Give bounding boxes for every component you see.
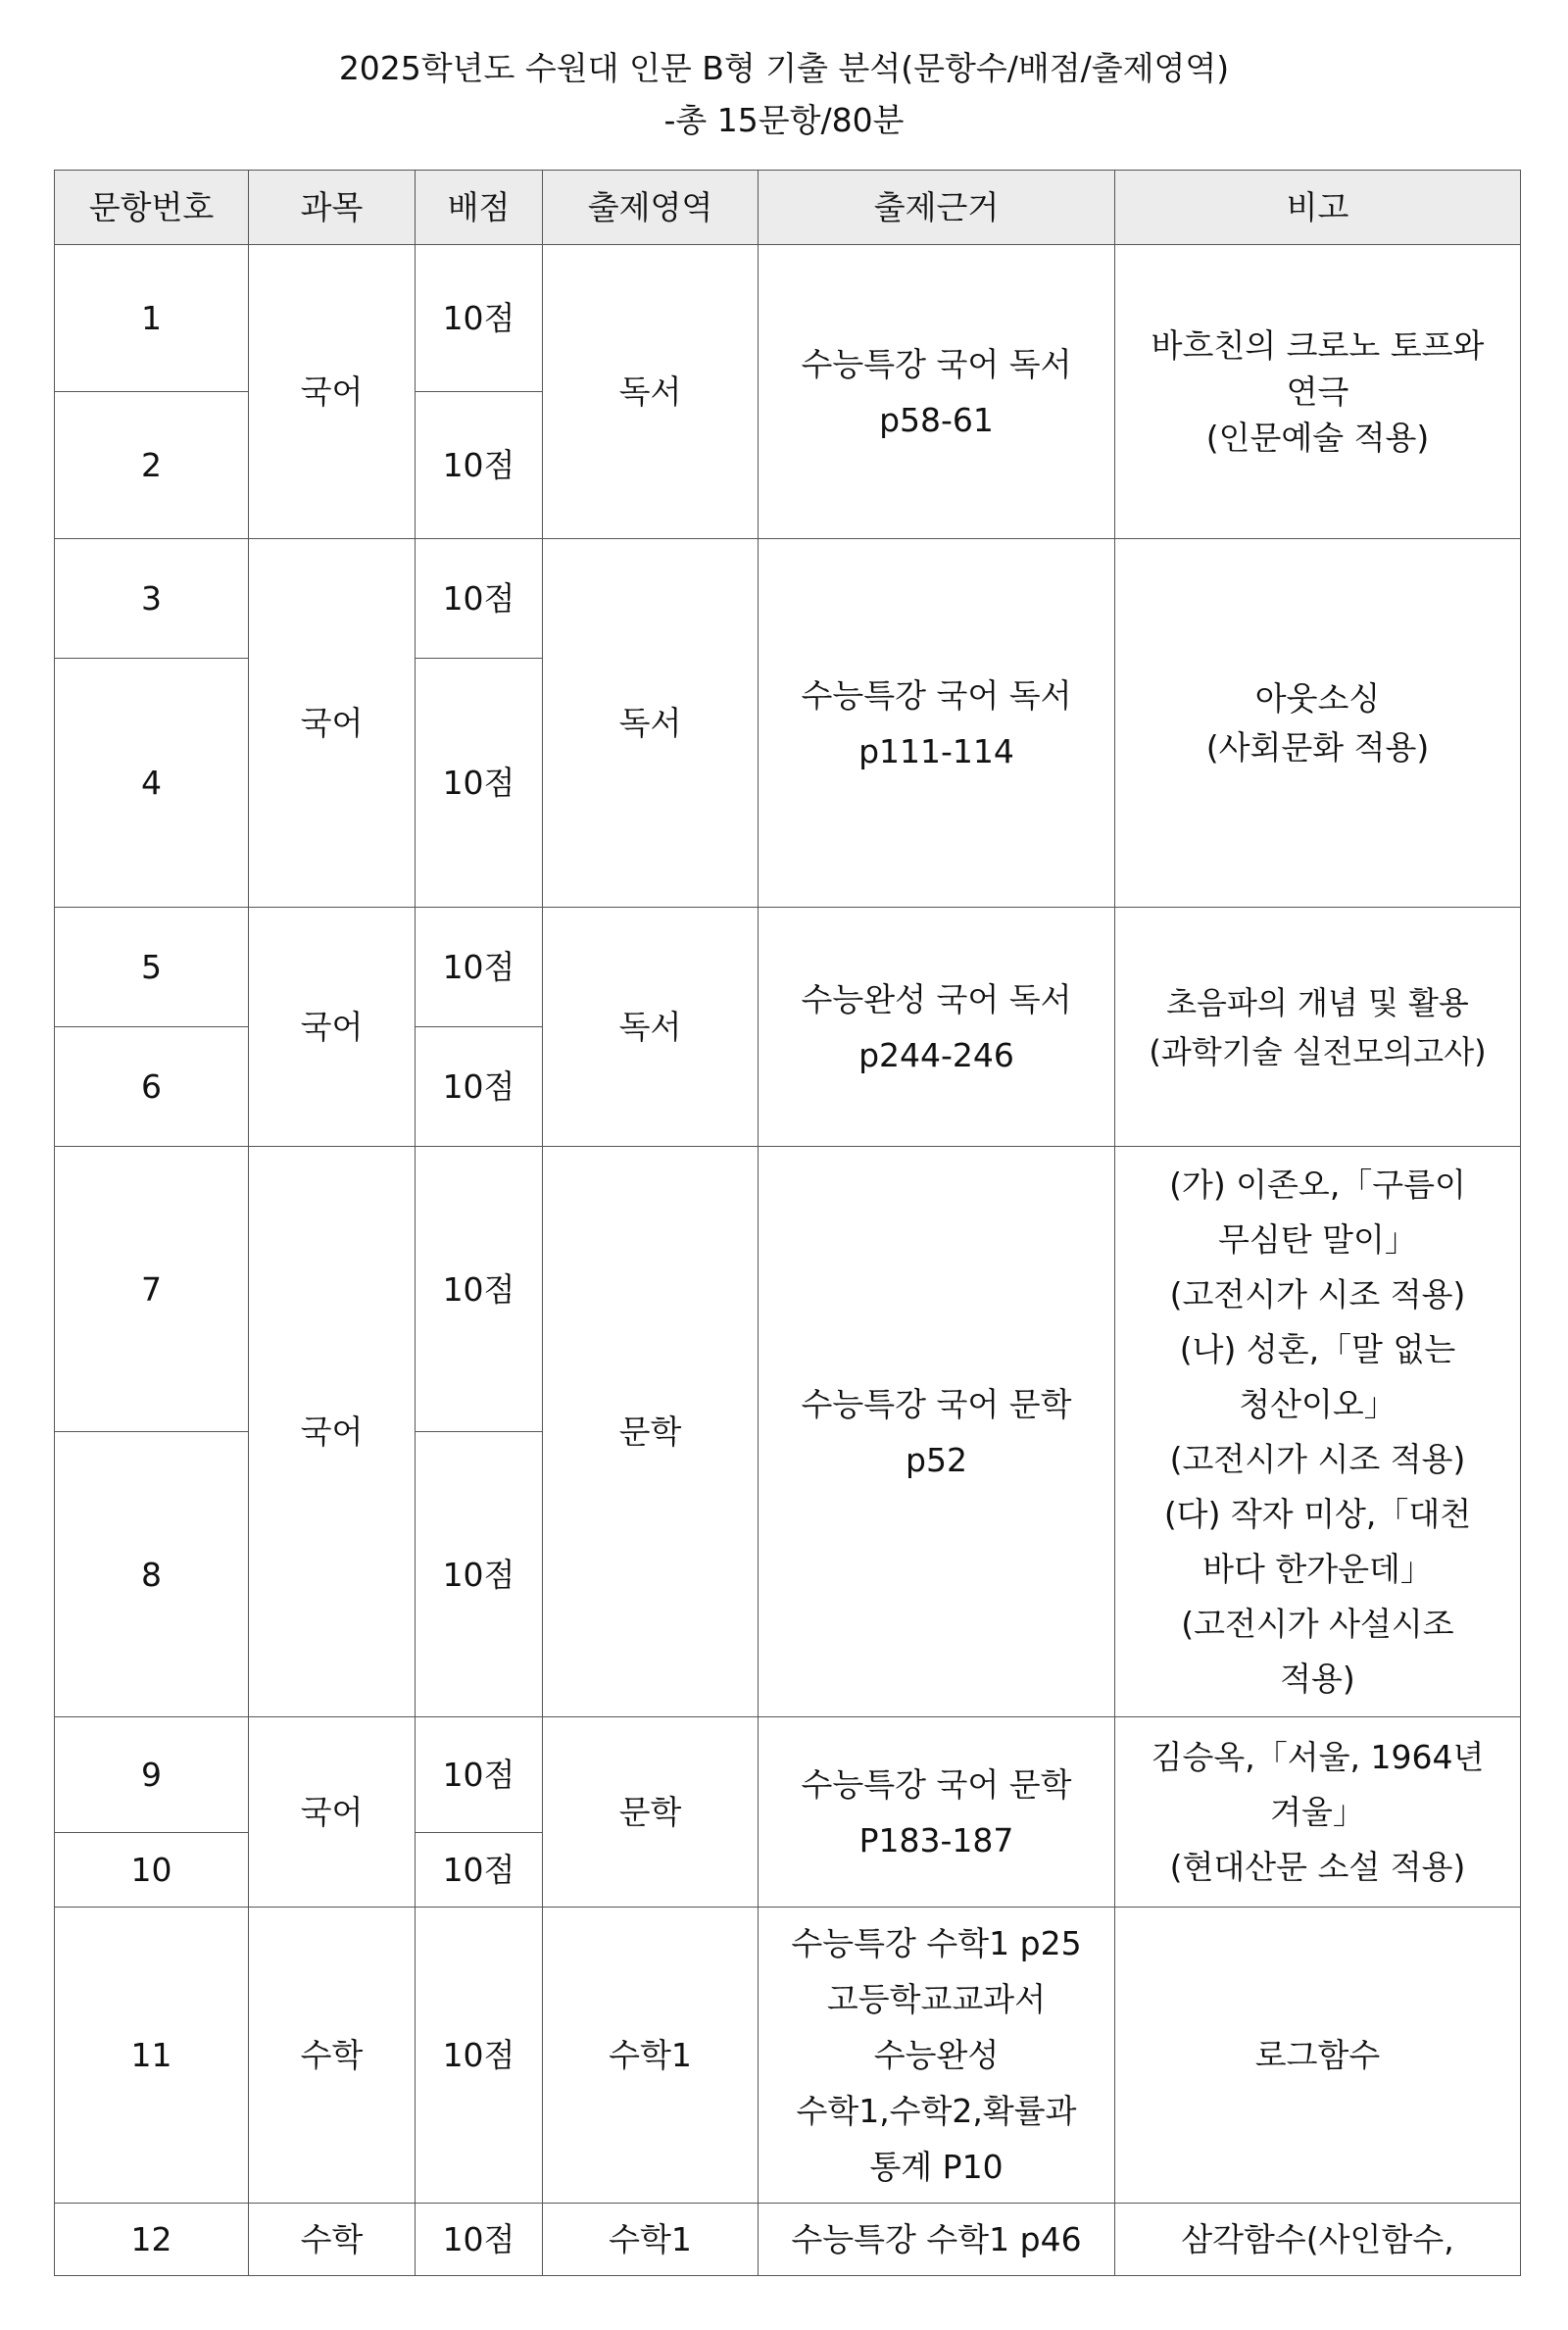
header-score: 배점	[416, 171, 543, 245]
score-cell: 10점	[416, 1717, 543, 1833]
table-header-row	[55, 171, 1521, 245]
question-number: 5	[55, 908, 249, 1027]
table-row	[55, 2204, 1521, 2276]
subject-cell: 국어	[249, 245, 416, 539]
subject-cell: 수학	[249, 2204, 416, 2276]
note-cell: 아웃소싱 (사회문화 적용)	[1115, 539, 1521, 908]
area-cell: 수학1	[543, 2204, 759, 2276]
score-cell: 10점	[416, 245, 543, 392]
question-number: 3	[55, 539, 249, 659]
question-number: 1	[55, 245, 249, 392]
table-row	[55, 908, 1521, 1027]
area-cell: 수학1	[543, 1908, 759, 2204]
header-subject: 과목	[249, 171, 416, 245]
area-cell: 독서	[543, 245, 759, 539]
subject-cell: 국어	[249, 1717, 416, 1908]
table-row	[55, 1717, 1521, 1833]
table-row	[55, 1147, 1521, 1432]
question-number: 11	[55, 1908, 249, 2204]
note-cell: 바흐친의 크로노 토프와 연극 (인문예술 적용)	[1115, 245, 1521, 539]
score-cell: 10점	[416, 1908, 543, 2204]
note-cell: 김승옥,「서울, 1964년 겨울」 (현대산문 소설 적용)	[1115, 1717, 1521, 1908]
score-cell: 10점	[416, 908, 543, 1027]
question-number: 12	[55, 2204, 249, 2276]
area-cell: 독서	[543, 908, 759, 1147]
note-cell: 삼각함수(사인함수,	[1115, 2204, 1521, 2276]
score-cell: 10점	[416, 659, 543, 908]
area-cell: 문학	[543, 1717, 759, 1908]
score-cell: 10점	[416, 1432, 543, 1717]
score-cell: 10점	[416, 1833, 543, 1908]
note-cell: (가) 이존오,「구름이 무심탄 말이」 (고전시가 시조 적용) (나) 성혼,「말 없는 청산이오」 (고전시가 시조 적용) (다) 작자 미상,「대천 바다 한가운데」 (고전시가 사설시조 적용)	[1115, 1147, 1521, 1717]
score-cell: 10점	[416, 2204, 543, 2276]
subject-cell: 수학	[249, 1908, 416, 2204]
area-cell: 문학	[543, 1147, 759, 1717]
basis-cell: 수능특강 국어 문학 P183-187	[759, 1717, 1115, 1908]
score-cell: 10점	[416, 1027, 543, 1147]
subject-cell: 국어	[249, 539, 416, 908]
score-cell: 10점	[416, 392, 543, 539]
score-cell: 10점	[416, 539, 543, 659]
basis-cell: 수능완성 국어 독서 p244-246	[759, 908, 1115, 1147]
exam-analysis-table	[54, 170, 1521, 2276]
area-cell: 독서	[543, 539, 759, 908]
basis-cell: 수능특강 국어 독서 p111-114	[759, 539, 1115, 908]
table-row	[55, 1908, 1521, 2204]
page-subtitle: -총 15문항/80분	[663, 101, 905, 139]
question-number: 8	[55, 1432, 249, 1717]
question-number: 9	[55, 1717, 249, 1833]
basis-cell: 수능특강 국어 독서 p58-61	[759, 245, 1115, 539]
question-number: 2	[55, 392, 249, 539]
question-number: 6	[55, 1027, 249, 1147]
basis-cell: 수능특강 수학1 p46	[759, 2204, 1115, 2276]
header-question-number: 문항번호	[55, 171, 249, 245]
basis-cell: 수능특강 국어 문학 p52	[759, 1147, 1115, 1717]
score-cell: 10점	[416, 1147, 543, 1432]
question-number: 7	[55, 1147, 249, 1432]
header-note: 비고	[1115, 171, 1521, 245]
subject-cell: 국어	[249, 908, 416, 1147]
subject-cell: 국어	[249, 1147, 416, 1717]
table-row	[55, 539, 1521, 659]
question-number: 10	[55, 1833, 249, 1908]
note-cell: 로그함수	[1115, 1908, 1521, 2204]
header-area: 출제영역	[543, 171, 759, 245]
note-cell: 초음파의 개념 및 활용 (과학기술 실전모의고사)	[1115, 908, 1521, 1147]
header-basis: 출제근거	[759, 171, 1115, 245]
page-title: 2025학년도 수원대 인문 B형 기출 분석(문항수/배점/출제영역)	[338, 49, 1230, 87]
table-row	[55, 245, 1521, 392]
basis-cell: 수능특강 수학1 p25 고등학교교과서 수능완성 수학1,수학2,확률과 통계 P10	[759, 1908, 1115, 2204]
question-number: 4	[55, 659, 249, 908]
